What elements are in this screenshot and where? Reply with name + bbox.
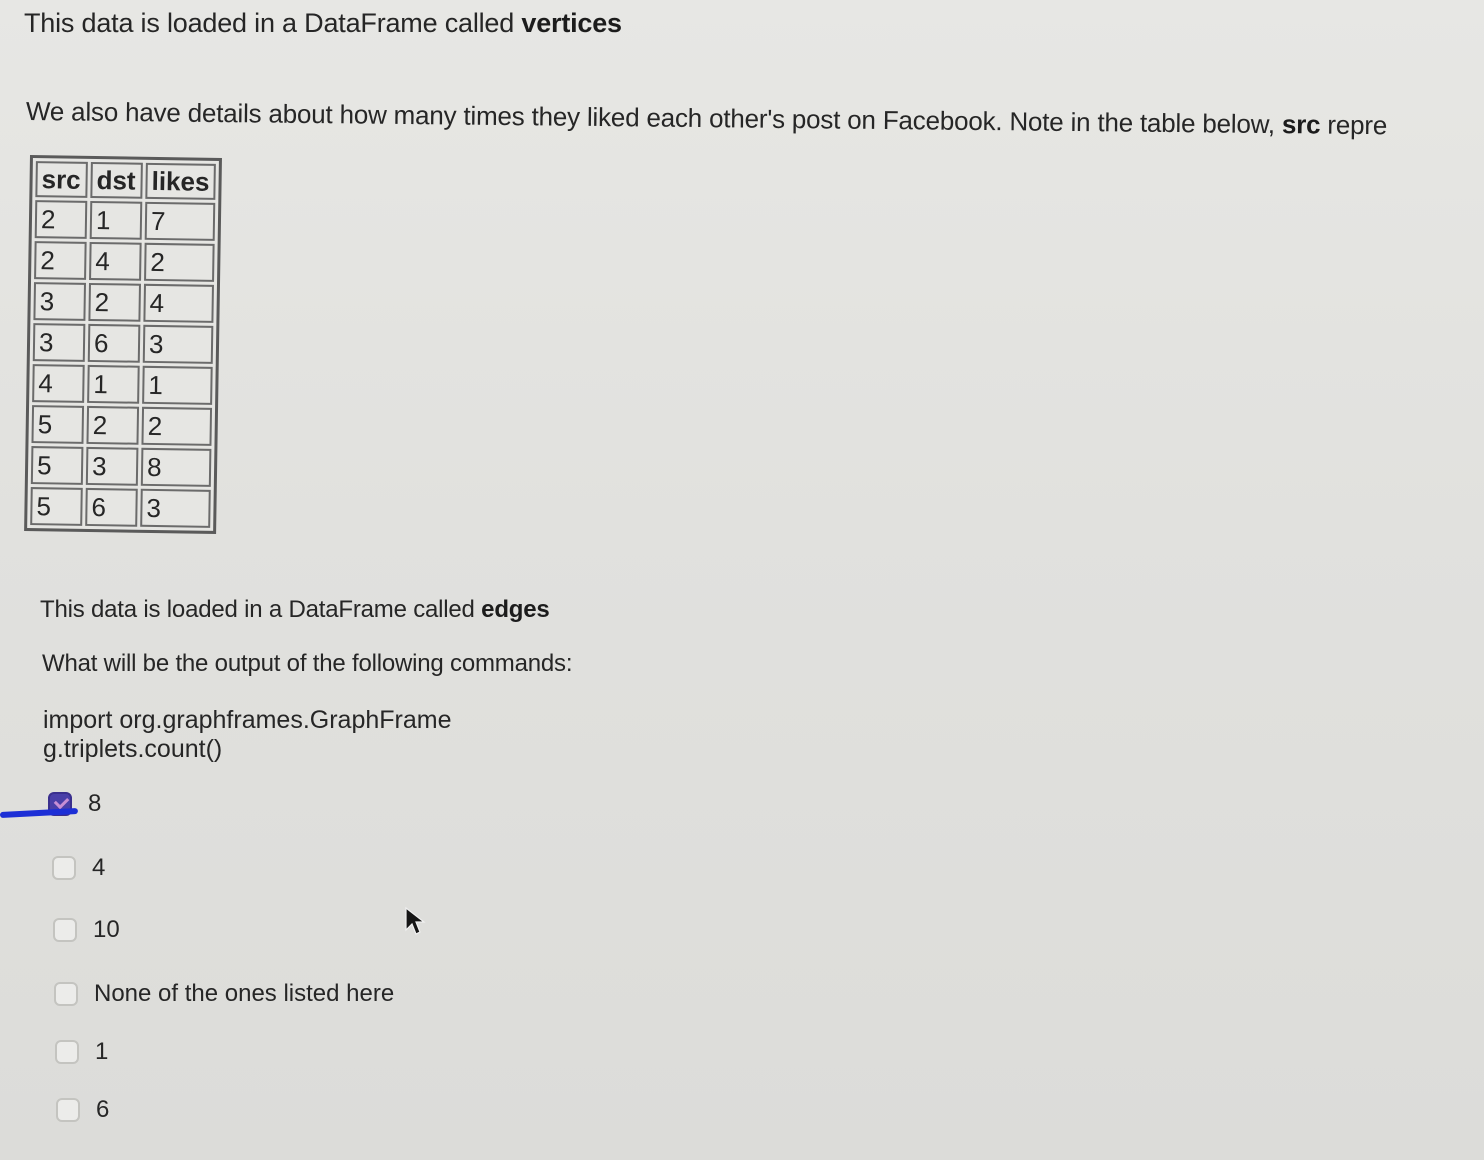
table-header-row — [35, 161, 216, 200]
answer-checkbox[interactable] — [52, 856, 76, 880]
code-line-count: g.triplets.count() — [43, 735, 223, 763]
column-header-src: src — [35, 161, 88, 198]
cell-src: 5 — [31, 446, 84, 485]
table-row — [35, 200, 216, 241]
column-header-likes: likes — [145, 163, 216, 200]
answer-checkbox[interactable] — [54, 982, 78, 1006]
cell-src: 3 — [33, 282, 86, 321]
cell-dst: 3 — [86, 447, 139, 486]
cell-likes: 1 — [142, 366, 213, 405]
cell-likes: 4 — [143, 284, 214, 323]
column-header-dst: dst — [90, 162, 143, 199]
answer-checkbox[interactable] — [55, 1040, 79, 1064]
vertices-dataframe-name: vertices — [521, 8, 622, 38]
edges-table — [24, 155, 222, 534]
code-line-import: import org.graphframes.GraphFrame — [43, 706, 452, 734]
answer-option-6[interactable] — [56, 1096, 109, 1124]
cell-src: 3 — [33, 323, 86, 362]
code-snippet — [43, 706, 451, 764]
edges-intro-paragraph — [26, 96, 1387, 141]
cell-dst: 6 — [85, 488, 138, 527]
edges-caption-text: This data is loaded in a DataFrame called — [40, 596, 482, 623]
answer-label: 6 — [96, 1096, 110, 1123]
cell-likes: 2 — [141, 407, 212, 446]
answer-option-10[interactable] — [53, 916, 120, 944]
edges-intro-src-term: src — [1281, 109, 1321, 140]
answer-option-1[interactable] — [55, 1038, 108, 1066]
cell-likes: 3 — [143, 325, 214, 364]
table-row — [32, 364, 213, 405]
answer-label: 1 — [95, 1038, 109, 1065]
answer-label: 4 — [92, 854, 106, 881]
answer-checkbox[interactable] — [56, 1098, 80, 1122]
cell-dst: 1 — [90, 201, 143, 240]
table-row — [30, 487, 211, 528]
table-row — [31, 405, 212, 446]
cell-likes: 2 — [144, 243, 215, 282]
edges-dataframe-name: edges — [481, 596, 550, 623]
cell-dst: 6 — [88, 324, 141, 363]
answer-label: 8 — [88, 790, 102, 817]
table-row — [34, 241, 215, 282]
cell-src: 4 — [32, 364, 85, 403]
table-row — [33, 323, 214, 364]
cell-src: 5 — [30, 487, 83, 526]
vertices-caption — [24, 8, 622, 39]
answer-label: 10 — [93, 916, 120, 943]
answer-label: None of the ones listed here — [94, 980, 395, 1007]
cell-likes: 7 — [145, 202, 216, 241]
cell-src: 2 — [35, 200, 88, 239]
cell-dst: 1 — [87, 365, 140, 404]
cell-dst: 2 — [86, 406, 139, 445]
cell-likes: 8 — [141, 448, 212, 487]
table-row — [31, 446, 212, 487]
question-prompt: What will be the output of the following commands: — [42, 650, 573, 677]
edges-intro-tail: repre — [1320, 109, 1388, 141]
answer-checkbox[interactable] — [53, 918, 77, 942]
vertices-caption-text: This data is loaded in a DataFrame called — [24, 8, 522, 38]
cell-src: 5 — [31, 405, 84, 444]
mouse-cursor-icon — [404, 906, 428, 938]
table-row — [33, 282, 214, 323]
answer-option-4[interactable] — [52, 854, 105, 882]
cell-dst: 4 — [89, 242, 142, 281]
edges-caption — [40, 596, 550, 624]
cell-likes: 3 — [140, 489, 211, 528]
answer-option-none[interactable] — [54, 980, 394, 1008]
edges-intro-text: We also have details about how many times they liked each other's post on Facebook. Note in the table below, — [25, 96, 1283, 140]
cell-dst: 2 — [88, 283, 141, 322]
cell-src: 2 — [34, 241, 87, 280]
